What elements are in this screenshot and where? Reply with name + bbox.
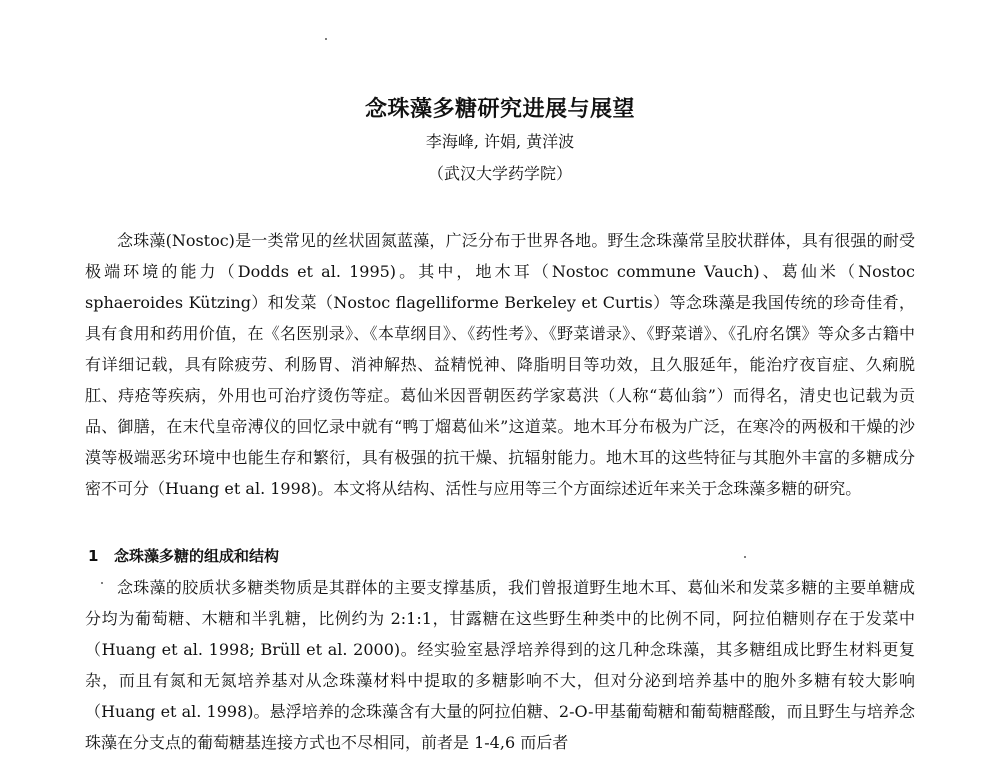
section1-paragraph: 念珠藻的胶质状多糖类物质是其群体的主要支撑基质，我们曾报道野生地木耳、葛仙米和发菜多糖的主要单糖成分均为葡萄糖、木糖和半乳糖，比例约为 2:1:1，甘露糖在这些野生种类中的比例不同，阿拉伯糖则存在于发菜中（Huang et al. 1998; Brüll et al. 2000)。经实验室悬浮培养得到的这几种念珠藻，其多糖组成比野生材料更复杂，而且有氮和无氮培养基对从念珠藻材料中提取的多糖影响不大，但对分泌到培养基中的胞外多糖有较大影响（Huang et al. 1998)。悬浮培养的念珠藻含有大量的阿拉伯糖、2-O-甲基葡萄糖和葡萄糖醛酸，而且野生与培养念珠藻在分支点的葡萄糖基连接方式也不尽相同，前者是 1-4,6 而后者: [85, 578, 915, 752]
intro-paragraph-block: [85, 225, 915, 504]
scan-speck: [744, 556, 746, 558]
intro-paragraph: 念珠藻(Nostoc)是一类常见的丝状固氮蓝藻，广泛分布于世界各地。野生念珠藻常呈胶状群体，具有很强的耐受极端环境的能力（Dodds et al. 1995)。其中，地木耳（Nostoc commune Vauch)、葛仙米（Nostoc sphaeroides Kützing）和发菜（Nostoc flagelliforme Berkeley et Curtis）等念珠藻是我国传统的珍奇佳肴，具有食用和药用价值，在《名医别录》、《本草纲目》、《药性考》、《野菜谱录》、《野菜谱》、《孔府名馔》等众多古籍中有详细记载，具有除疲劳、利肠胃、消神解热、益精悦神、降脂明目等功效，且久服延年，能治疗夜盲症、久痢脱肛、痔疮等疾病，外用也可治疗烫伤等症。葛仙米因晋朝医药学家葛洪（人称“葛仙翁”）而得名，清史也记载为贡品、御膳，在末代皇帝溥仪的回忆录中就有“鸭丁熘葛仙米”这道菜。地木耳分布极为广泛，在寒冷的两极和干燥的沙漠等极端恶劣环境中也能生存和繁衍，具有极强的抗干燥、抗辐射能力。地木耳的这些特征与其胞外丰富的多糖成分密不可分（Huang et al. 1998)。本文将从结构、活性与应用等三个方面综述近年来关于念珠藻多糖的研究。: [85, 231, 915, 498]
paper-affiliation: （武汉大学药学院）: [427, 164, 572, 183]
paper-title: 念珠藻多糖研究进展与展望: [364, 97, 635, 122]
section-title: 念珠藻多糖的组成和结构: [114, 547, 280, 565]
section1-paragraph-block: [85, 572, 915, 758]
section-heading: [88, 545, 279, 566]
section-number: 1: [88, 547, 99, 565]
scan-speck: [325, 38, 327, 40]
scan-speck: [101, 582, 103, 584]
paper-authors: 李海峰, 许娟, 黄洋波: [425, 132, 575, 151]
